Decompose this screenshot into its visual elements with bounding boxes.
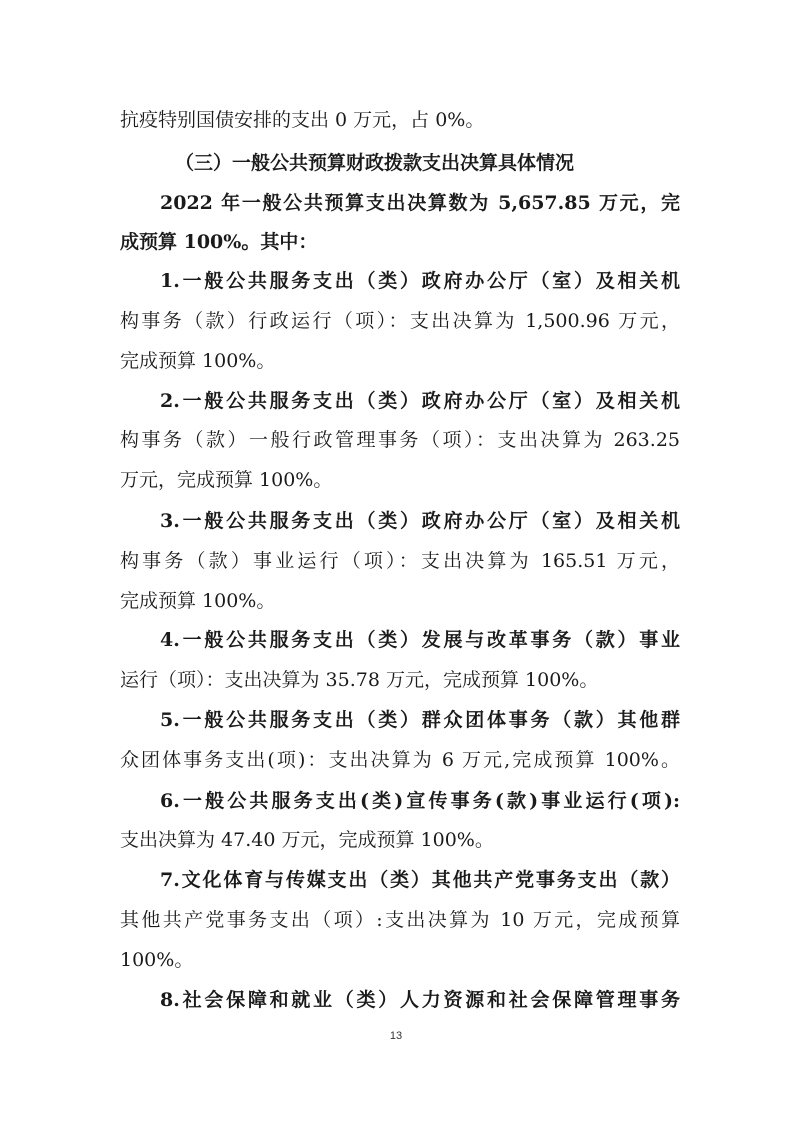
item-5-line-2: 众团体事务支出(项)：支出决算为 6 万元,完成预算 100%。 bbox=[120, 749, 680, 771]
item-3-heading: 3.一般公共服务支出（类）政府办公厅（室）及相关机 bbox=[160, 510, 680, 532]
text-line-3: 2022 年一般公共预算支出决算数为 5,657.85 万元，完 bbox=[160, 192, 680, 214]
item-1-heading: 1.一般公共服务支出（类）政府办公厅（室）及相关机 bbox=[160, 270, 680, 292]
item-5-heading: 5.一般公共服务支出（类）群众团体事务（款）其他群 bbox=[160, 709, 680, 731]
text-line-4: 成预算 100%。其中： bbox=[120, 231, 318, 253]
item-2-heading: 2.一般公共服务支出（类）政府办公厅（室）及相关机 bbox=[160, 390, 680, 412]
item-4-line-2: 运行（项）：支出决算为 35.78 万元，完成预算 100%。 bbox=[120, 669, 599, 691]
item-2-line-3: 万元，完成预算 100%。 bbox=[120, 469, 333, 491]
item-7-heading: 7.文化体育与传媒支出（类）其他共产党事务支出（款） bbox=[160, 869, 680, 891]
item-7-line-2: 其他共产党事务支出（项）:支出决算为 10 万元，完成预算 bbox=[120, 909, 680, 931]
item-1-line-3: 完成预算 100%。 bbox=[120, 350, 276, 372]
item-1-line-2: 构事务（款）行政运行（项）：支出决算为 1,500.96 万元， bbox=[120, 310, 680, 332]
item-4-heading: 4.一般公共服务支出（类）发展与改革事务（款）事业 bbox=[160, 629, 680, 651]
item-7-line-3: 100%。 bbox=[120, 949, 194, 971]
section-heading: （三）一般公共预算财政拨款支出决算具体情况 bbox=[175, 152, 575, 174]
item-8-heading: 8.社会保障和就业（类）人力资源和社会保障管理事务 bbox=[160, 989, 680, 1011]
item-3-line-2: 构事务（款）事业运行（项）：支出决算为 165.51 万元， bbox=[120, 550, 680, 572]
item-6-line-2: 支出决算为 47.40 万元，完成预算 100%。 bbox=[120, 829, 494, 851]
item-2-line-2: 构事务（款）一般行政管理事务（项）：支出决算为 263.25 bbox=[120, 429, 680, 451]
item-3-line-3: 完成预算 100%。 bbox=[120, 590, 276, 612]
page-number: 13 bbox=[389, 1030, 403, 1042]
text-line-1: 抗疫特别国债安排的支出 0 万元，占 0%。 bbox=[120, 109, 485, 131]
item-6-heading: 6.一般公共服务支出(类)宣传事务(款)事业运行(项): bbox=[160, 790, 680, 812]
